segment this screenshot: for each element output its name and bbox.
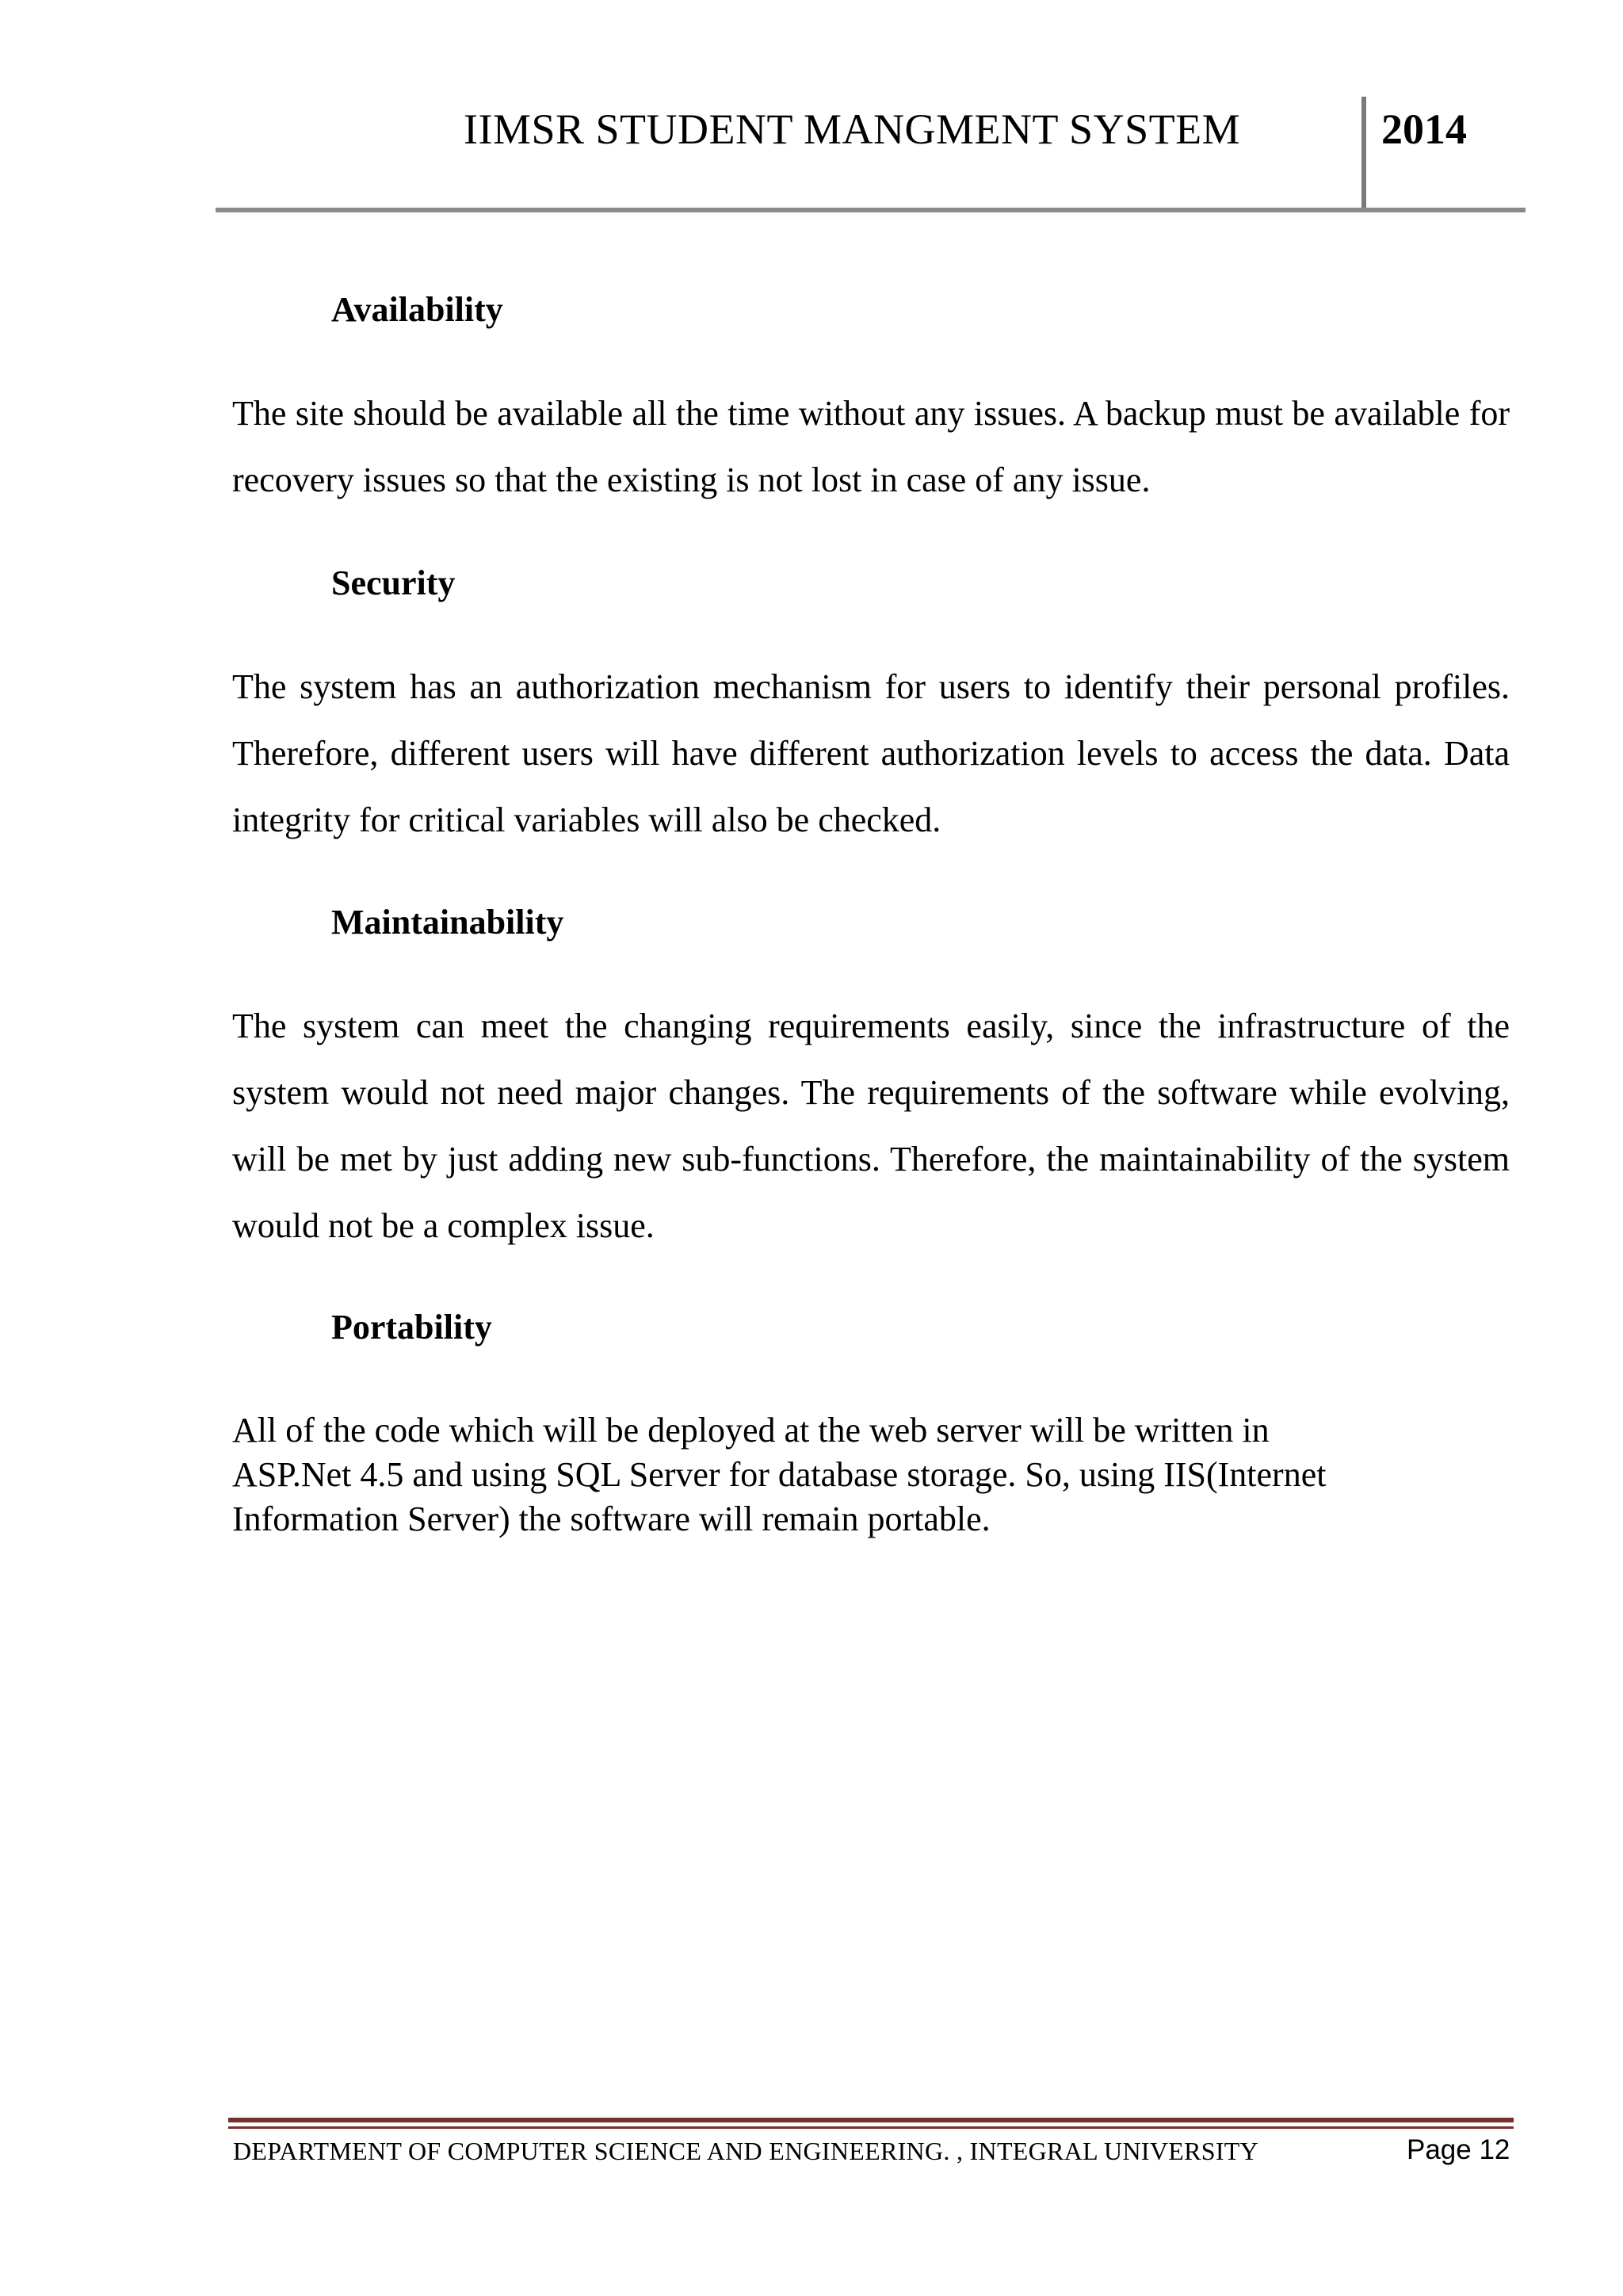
- section-body-portability: [232, 1408, 1532, 1541]
- header-divider: [1361, 97, 1366, 209]
- footer-rule: [228, 2118, 1514, 2122]
- section-heading-security: Security: [331, 563, 456, 602]
- portability-line: Information Server) the software will remain portable.: [232, 1499, 991, 1538]
- section-body-availability: The site should be available all the time without any issues. A backup must be available for recovery issues so that the existing is not lost in case of any issue.: [232, 394, 1510, 499]
- document-header-title: IIMSR STUDENT MANGMENT SYSTEM: [464, 105, 1241, 153]
- section-body-maintainability: The system can meet the changing requirements easily, since the infrastructure of the system would not need major changes. The requirements of the software while evolving, will be met by just adding new sub-functions. Therefore, the maintainability of the system would not be a complex issue.: [232, 1007, 1510, 1245]
- header-rule: [216, 208, 1526, 212]
- section-heading-availability: Availability: [331, 290, 503, 329]
- footer-rule-thin: [228, 2126, 1514, 2129]
- portability-line: ASP.Net 4.5 and using SQL Server for database storage. So, using IIS(Internet: [232, 1455, 1327, 1494]
- section-heading-portability: Portability: [331, 1308, 492, 1347]
- section-body-security: The system has an authorization mechanism for users to identify their personal profiles. Therefore, different users will have different authorization levels to access the data. Data integrity for critical variables will also be checked.: [232, 667, 1510, 839]
- footer-department: DEPARTMENT OF COMPUTER SCIENCE AND ENGINEERING. , INTEGRAL UNIVERSITY: [233, 2137, 1259, 2165]
- portability-line: All of the code which will be deployed at the web server will be written in: [232, 1411, 1270, 1450]
- section-heading-maintainability: Maintainability: [331, 903, 564, 942]
- document-header-year: 2014: [1381, 105, 1467, 153]
- page-number: Page 12: [1407, 2134, 1510, 2165]
